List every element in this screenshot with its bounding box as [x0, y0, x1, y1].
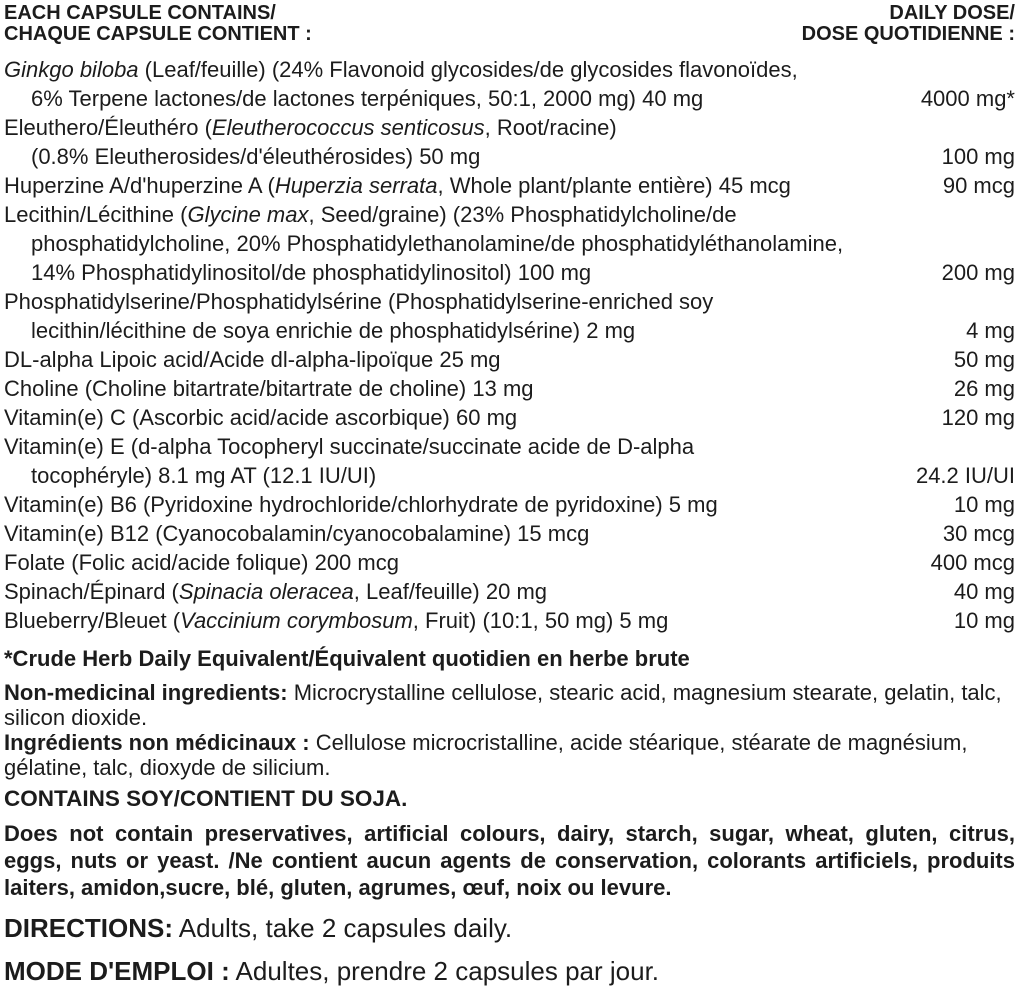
allergen-statement: Does not contain preservatives, artificial colours, dairy, starch, sugar, wheat, gluten, citrus, eggs, nuts or yeast. /Ne contient aucun agents de conservation, colorants artificiels, produits laiters, amidon,sucre, blé, gluten, agrumes, œuf, noix ou levure.: [4, 821, 1015, 900]
table-header: [4, 3, 1015, 45]
ingredient-text: Blueberry/Bleuet (Vaccinium corymbosum, Fruit) (10:1, 50 mg) 5 mg: [4, 608, 669, 633]
directions: [4, 913, 1015, 944]
dose-value: 400 mcg: [930, 550, 1015, 575]
non-medicinal-en-label: Non-medicinal ingredients:: [4, 680, 288, 705]
ingredient-line: [4, 258, 1015, 287]
ingredient-line: [4, 345, 1015, 374]
ingredient-line: [4, 606, 1015, 635]
footnote-crude-herb: *Crude Herb Daily Equivalent/Équivalent quotidien en herbe brute: [4, 646, 690, 671]
ingredient-text: DL-alpha Lipoic acid/Acide dl-alpha-lipoïque 25 mg: [4, 347, 501, 372]
dose-value: 40 mg: [953, 579, 1015, 604]
ingredient-line: [4, 55, 1015, 84]
ingredient-line: [4, 316, 1015, 345]
ingredient-table: [4, 55, 1015, 635]
directions-label: DIRECTIONS:: [4, 913, 173, 943]
ingredient-row: [4, 548, 1015, 577]
dose-value: 26 mg: [953, 376, 1015, 401]
ingredient-text: (0.8% Eleutherosides/d'éleuthérosides) 50 mg: [31, 144, 481, 169]
ingredient-line: [4, 461, 1015, 490]
dose-value: 4 mg: [966, 318, 1015, 343]
ingredient-row: [4, 577, 1015, 606]
ingredient-text: Spinach/Épinard (Spinacia oleracea, Leaf/feuille) 20 mg: [4, 579, 548, 604]
ingredient-line: [4, 142, 1015, 171]
each-capsule-heading-en: EACH CAPSULE CONTAINS/: [4, 2, 276, 24]
ingredient-text: 14% Phosphatidylinositol/de phosphatidylinositol) 100 mg: [31, 260, 592, 285]
ingredient-row: [4, 606, 1015, 635]
non-medicinal-en: [4, 680, 1015, 730]
ingredient-line: [4, 432, 1015, 461]
ingredient-row: [4, 200, 1015, 287]
dose-value: 24.2 IU/UI: [915, 463, 1015, 488]
ingredient-text: phosphatidylcholine, 20% Phosphatidylethanolamine/de phosphatidyléthanolamine,: [31, 231, 844, 256]
ingredient-row: [4, 374, 1015, 403]
each-capsule-heading: [4, 3, 312, 45]
non-medicinal-fr-label: Ingrédients non médicinaux :: [4, 730, 310, 755]
dose-value: 100 mg: [941, 144, 1015, 169]
ingredient-line: [4, 200, 1015, 229]
ingredient-row: [4, 345, 1015, 374]
ingredient-text: Vitamin(e) E (d-alpha Tocopheryl succinate/succinate acide de D-alpha: [4, 434, 695, 459]
ingredient-line: [4, 287, 1015, 316]
ingredient-line: [4, 403, 1015, 432]
ingredient-row: [4, 490, 1015, 519]
ingredient-text: Folate (Folic acid/acide folique) 200 mcg: [4, 550, 399, 575]
ingredient-text: Lecithin/Lécithine (Glycine max, Seed/graine) (23% Phosphatidylcholine/de: [4, 202, 737, 227]
dose-value: 10 mg: [953, 492, 1015, 517]
ingredient-row: [4, 403, 1015, 432]
mode-demploi-label: MODE D'EMPLOI :: [4, 956, 230, 986]
ingredient-row: [4, 113, 1015, 171]
ingredient-line: [4, 374, 1015, 403]
ingredient-line: [4, 229, 1015, 258]
ingredient-text: Vitamin(e) B6 (Pyridoxine hydrochloride/chlorhydrate de pyridoxine) 5 mg: [4, 492, 718, 517]
dose-value: 120 mg: [941, 405, 1015, 430]
ingredient-text: 6% Terpene lactones/de lactones terpéniques, 50:1, 2000 mg) 40 mg: [31, 86, 704, 111]
daily-dose-heading-en: DAILY DOSE/: [889, 2, 1015, 24]
dose-value: 90 mcg: [942, 173, 1015, 198]
ingredient-row: [4, 432, 1015, 490]
ingredient-text: Phosphatidylserine/Phosphatidylsérine (Phosphatidylserine-enriched soy: [4, 289, 714, 314]
daily-dose-heading: [802, 3, 1015, 45]
each-capsule-heading-fr: CHAQUE CAPSULE CONTIENT :: [4, 23, 312, 45]
dose-value: 50 mg: [953, 347, 1015, 372]
ingredient-line: [4, 490, 1015, 519]
ingredient-text: Choline (Choline bitartrate/bitartrate de choline) 13 mg: [4, 376, 534, 401]
ingredient-text: Ginkgo biloba (Leaf/feuille) (24% Flavonoid glycosides/de glycosides flavonoïdes,: [4, 57, 798, 82]
ingredient-text: Vitamin(e) B12 (Cyanocobalamin/cyanocobalamine) 15 mcg: [4, 521, 590, 546]
ingredient-line: [4, 84, 1015, 113]
ingredient-text: Huperzine A/d'huperzine A (Huperzia serrata, Whole plant/plante entière) 45 mcg: [4, 173, 791, 198]
non-medicinal-en-text: Microcrystalline cellulose, stearic acid, magnesium stearate, gelatin, talc, silicon dioxide.: [4, 680, 1002, 730]
daily-dose-heading-fr: DOSE QUOTIDIENNE :: [801, 23, 1015, 45]
ingredient-line: [4, 519, 1015, 548]
ingredient-line: [4, 548, 1015, 577]
directions-text: Adults, take 2 capsules daily.: [173, 913, 513, 943]
ingredient-line: [4, 113, 1015, 142]
ingredient-text: lecithin/lécithine de soya enrichie de phosphatidylsérine) 2 mg: [31, 318, 636, 343]
ingredient-text: Eleuthero/Éleuthéro (Eleutherococcus senticosus, Root/racine): [4, 115, 617, 140]
mode-demploi: [4, 956, 1015, 987]
dose-value: 30 mcg: [942, 521, 1015, 546]
ingredient-text: tocophéryle) 8.1 mg AT (12.1 IU/UI): [31, 463, 377, 488]
dose-value: 10 mg: [953, 608, 1015, 633]
non-medicinal-fr-text: Cellulose microcristalline, acide stéarique, stéarate de magnésium, gélatine, talc, dioxyde de silicium.: [4, 730, 968, 780]
ingredient-row: [4, 519, 1015, 548]
ingredient-row: [4, 55, 1015, 113]
dose-value: 200 mg: [941, 260, 1015, 285]
mode-demploi-text: Adultes, prendre 2 capsules par jour.: [229, 956, 660, 986]
non-medicinal-fr: [4, 730, 1015, 780]
ingredient-text: Vitamin(e) C (Ascorbic acid/acide ascorbique) 60 mg: [4, 405, 518, 430]
ingredient-line: [4, 171, 1015, 200]
contains-statement: CONTAINS SOY/CONTIENT DU SOJA.: [4, 786, 408, 811]
dose-value: 4000 mg*: [920, 86, 1015, 111]
ingredient-row: [4, 171, 1015, 200]
ingredient-line: [4, 577, 1015, 606]
ingredient-row: [4, 287, 1015, 345]
